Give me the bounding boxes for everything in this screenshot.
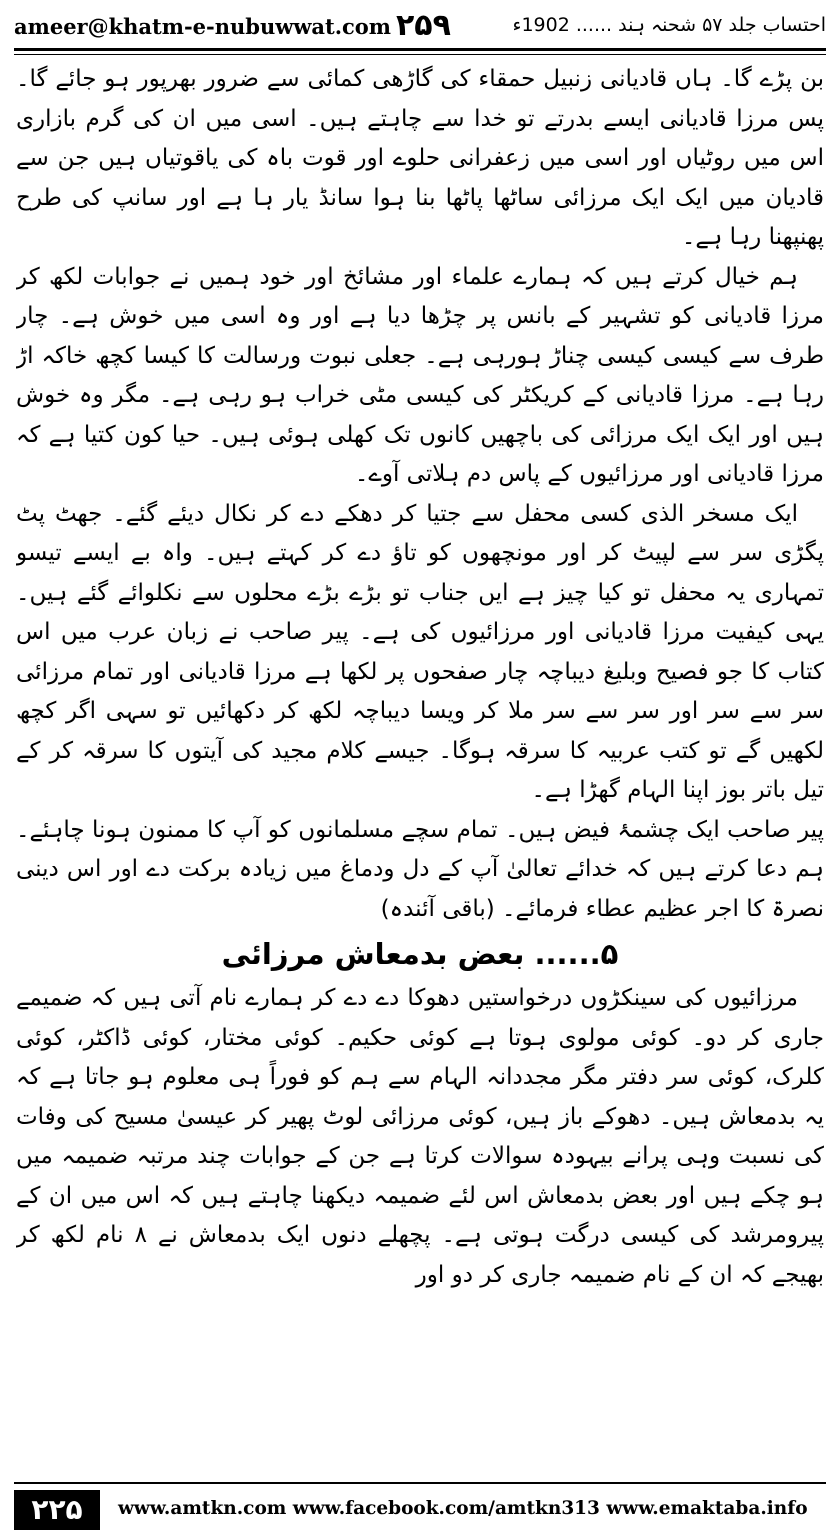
section-heading: ۵...... بعض بدمعاش مرزائی: [221, 937, 619, 971]
page-body: [16, 60, 824, 1458]
header-running-title: احتساب جلد ۵۷ شحنہ ہند ...... 1902ء: [512, 14, 826, 36]
footer-urls: www.amtkn.com www.facebook.com/amtkn313 www.emaktaba.info: [118, 1498, 808, 1519]
header-email: ameer@khatm-e-nubuwwat.com: [14, 14, 392, 39]
page-header: [14, 8, 826, 48]
header-rule-thick: [14, 48, 826, 51]
page-footer: [14, 1488, 826, 1534]
header-page-number: ۲۵۹: [396, 8, 451, 43]
footer-rule: [14, 1482, 826, 1484]
header-rule-thin: [14, 54, 826, 55]
section-paragraph: مرزائیوں کی سینکڑوں درخواستیں دھوکا دے دے کر ہمارے نام آتی ہیں کہ ضمیمے جاری کر دو۔ کوئی مولوی ہوتا ہے کوئی حکیم۔ کوئی مختار، کوئی ڈاکٹر، کوئی کلرک، کوئی سر دفتر مگر مجددانہ الہام سے ہم کو فوراً ہی معلوم ہو جاتا ہے کہ یہ بدمعاش ہیں۔ دھوکے باز ہیں، کوئی مرزائی لوٹ پھیر کر عیسیٰ مسیح کی وفات کی نسبت وہی پرانے بیہودہ سوالات کرتا ہے جن کے جوابات چند مرتبہ ضمیمہ میں ہو چکے ہیں اور بعض بدمعاش اس لئے ضمیمہ دیکھنا چاہتے ہیں کہ اس میں ان کے پیرومرشد کی کیسی درگت ہوتی ہے۔ پچھلے دنوں ایک بدمعاش نے ۸ نام لکھ کر بھیجے کہ ان کے نام ضمیمہ جاری کر دو اور: [16, 985, 824, 1288]
footer-page-number: ۲۲۵: [14, 1490, 100, 1530]
body-paragraph-4: پیر صاحب ایک چشمۂ فیض ہیں۔ تمام سچے مسلمانوں کو آپ کا ممنون ہونا چاہئے۔ ہم دعا کرتے ہیں کہ خدائے تعالیٰ آپ کے دل ودماغ میں زیادہ برکت دے اور اس دینی نصرۃ کا اجر عظیم عطاء فرمائے۔ (باقی آئندہ): [16, 816, 824, 922]
body-paragraph-3: ایک مسخر الذی کسی محفل سے جتیا کر دھکے دے کر نکال دیئے گئے۔ جھٹ پٹ پگڑی سر سے لپیٹ کر اور مونچھوں کو تاؤ دے کر کہتے ہیں۔ واہ بے ایسے تیسو تمہاری یہ محفل تو کیا چیز ہے ایں جناب تو بڑے بڑے محلوں سے نکلوائے گئے ہیں۔ یہی کیفیت مرزا قادیانی اور مرزائیوں کی ہے۔ پیر صاحب نے زبان عرب میں اس کتاب کا جو فصیح وبلیغ دیباچہ چار صفحوں پر لکھا ہے مرزا قادیانی اور تمام مرزائی سر سے سر اور سر سے سر ملا کر ویسا دیباچہ لکھ کر دکھائیں تو سہی اگر کچھ لکھیں گے تو کتب عربیہ کا سرقہ ہوگا۔ جیسے کلام مجید کی آیتوں کا سرقہ کر کے تیل باتر بوز اپنا الہام گھڑا ہے۔: [16, 500, 824, 803]
body-paragraph-2: ہم خیال کرتے ہیں کہ ہمارے علماء اور مشائخ اور خود ہمیں نے جوابات لکھ کر مرزا قادیانی کو تشہیر کے بانس پر چڑھا دیا ہے اور وہ اسی میں خوش ہے۔ چار طرف سے کیسی کیسی چناڑ ہورہی ہے۔ جعلی نبوت ورسالت کا کیسا کچھ خاکہ اڑ رہا ہے۔ مرزا قادیانی کے کریکٹر کی کیسی مٹی خراب ہو رہی ہے۔ مگر وہ خوش ہیں اور ایک ایک مرزائی کی باچھیں کانوں تک کھلی ہوئی ہیں۔ حیا کون کتیا ہے کہ مرزا قادیانی اور مرزائیوں کے پاس دم ہلاتی آوے۔: [16, 263, 824, 487]
body-paragraph-1: بن پڑے گا۔ ہاں قادیانی زنبیل حمقاء کی گاڑھی کمائی سے ضرور بھرپور ہو جائے گا۔ پس مرزا قادیانی ایسے بدرتے تو خدا سے چاہتے ہیں۔ اسی میں ان کی گرم بازاری اس میں روٹیاں اور اسی میں زعفرانی حلوے اور قوت باہ کی یاقوتیاں ہیں جن سے قادیان میں ایک ایک مرزائی ساٹھا پاٹھا بنا ہوا سانڈ یار ہا ہے اور سانپ کی طرح پھنپھنا رہا ہے۔: [16, 66, 824, 250]
